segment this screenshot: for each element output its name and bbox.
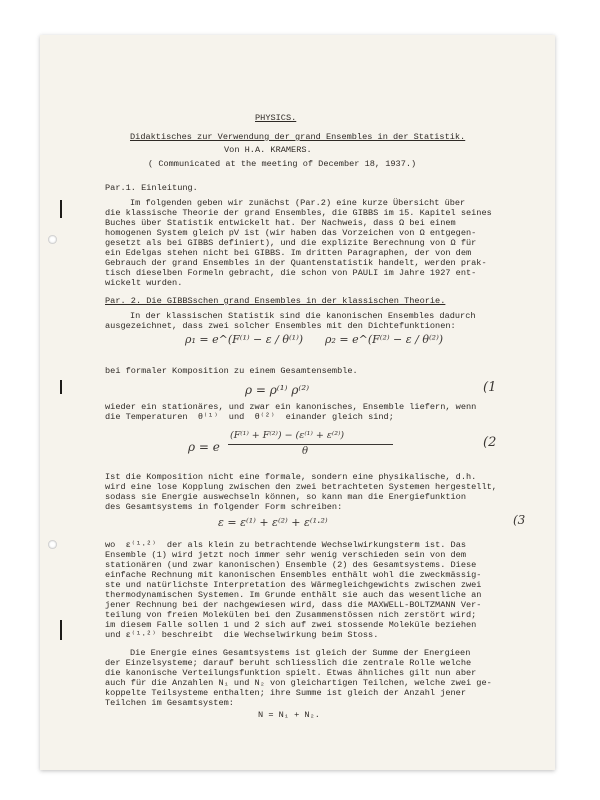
communicated-line: ( Communicated at the meeting of December 18, 1937.) (148, 159, 417, 169)
text-line: tisch dieselben Formeln gebracht, die schon von PAULI im Jahre 1927 ent- (105, 268, 477, 278)
fraction-bar (228, 444, 393, 445)
section-heading: Par.1. Einleitung. (105, 183, 198, 193)
equation-number-2: (2 (483, 435, 497, 450)
typed-document-page (40, 35, 555, 770)
equation-2-lhs: ρ = e (188, 440, 220, 454)
text-line: die klassische Theorie der grand Ensembles, die GIBBS im 15. Kapitel seines (105, 208, 492, 218)
text-line: sodass sie Energie auswechseln können, so kann man die Energiefunktion (105, 492, 466, 502)
text-line: Die Energie eines Gesamtsystems ist gleich der Summe der Energieen (130, 648, 471, 658)
punch-hole-bottom (48, 540, 57, 549)
doc-subtitle: Didaktisches zur Verwendung der grand Ensembles in der Statistik. (130, 132, 466, 142)
text-line: stationären (und zwar kanonischen) Ensemble (2) des Gesamtsystems. Diese (105, 560, 477, 570)
text-line: Buches über Statistik entwickelt hat. Der Nachweis, dass Ω bei einem (105, 218, 456, 228)
equation-3: ε = ε⁽¹⁾ + ε⁽²⁾ + ε⁽¹·²⁾ (218, 516, 328, 529)
text-line: koppelte Teilsysteme enthalten; ihre Summe ist gleich der Anzahl jener (105, 688, 466, 698)
text-line: jener Rechnung bei der nachgewiesen wird, dass die MAXWELL-BOLTZMANN Ver- (105, 600, 482, 610)
text-line: Ensemble (1) wird jetzt noch immer sehr wenig verschieden sein von dem (105, 550, 466, 560)
section-heading: Par. 2. Die GIBBSschen grand Ensembles in der klassischen Theorie. (105, 296, 446, 306)
doc-heading: PHYSICS. (255, 113, 297, 123)
text-line: wickelt wurden. (105, 278, 183, 288)
text-line: die kanonische Verteilungsfunktion spielt. Etwas ähnliches gilt nun aber (105, 668, 477, 678)
text-line: im diesem Falle sollen 1 und 2 sich auf zwei stossende Moleküle beziehen (105, 620, 477, 630)
text-line: auch für die Anzahlen N₁ und N₂ von gleichartigen Teilchen, welche zwei ge- (105, 678, 492, 688)
equation-rho2: ρ₂ = e^(F⁽²⁾ − ε / θ⁽²⁾) (325, 333, 444, 346)
text-line: Im folgenden geben wir zunächst (Par.2) eine kurze Übersicht über (130, 198, 466, 208)
text-line: thermodynamischen Systemen. Im Grunde enthält sie auch das wesentliche an (105, 590, 482, 600)
margin-mark (60, 620, 62, 640)
text-line: ausgezeichnet, dass zwei solcher Ensembles mit den Dichtefunktionen: (105, 321, 456, 331)
text-line: die Temperaturen θ⁽¹⁾ und θ⁽²⁾ einander gleich sind; (105, 412, 394, 422)
doc-author: Von H.A. KRAMERS. (224, 145, 312, 155)
text-line: gesetzt als bei GIBBS definiert), und die explizite Berechnung von Ω für (105, 238, 477, 248)
text-line: einfache Rechnung mit kanonischen Ensembles enthält wohl die zweckmässig- (105, 570, 482, 580)
margin-mark (60, 380, 62, 394)
text-line: ste und natürlichste Interpretation des Wärmegleichgewichts zwischen zwei (105, 580, 482, 590)
equation-2-numerator: (F⁽¹⁾ + F⁽²⁾) − (ε⁽¹⁾ + ε⁽²⁾) (230, 430, 345, 441)
final-equation: N = N₁ + N₂. (258, 710, 320, 720)
text-line: wird eine lose Kopplung zwischen den zwei betrachteten Systemen hergestellt, (105, 482, 497, 492)
margin-mark (60, 200, 62, 218)
text-line: homogenen System gleich pV ist (wir haben das Vorzeichen von Ω entgegen- (105, 228, 477, 238)
equation-rho1: ρ₁ = e^(F⁽¹⁾ − ε / θ⁽¹⁾) (185, 333, 304, 346)
text-line: Gebrauch der grand Ensembles in der Quantenstatistik handelt, werden prak- (105, 258, 487, 268)
equation-1: ρ = ρ⁽¹⁾ ρ⁽²⁾ (245, 383, 310, 397)
equation-2-denominator: θ (302, 446, 309, 457)
equation-number-1: (1 (483, 380, 497, 395)
text-line: teilung von freien Molekülen bei den Zusammenstössen nich zerstört wird; (105, 610, 477, 620)
text-line: wo ε⁽¹·²⁾ der als klein zu betrachtende Wechselwirkungsterm ist. Das (105, 540, 467, 550)
text-line: Teilchen im Gesamtsystem: (105, 698, 234, 708)
punch-hole-top (48, 235, 57, 244)
text-line: bei formaler Komposition zu einem Gesamtensemble. (105, 366, 358, 376)
text-line: wieder ein stationäres, und zwar ein kanonisches, Ensemble liefern, wenn (105, 402, 477, 412)
equation-number-3: (3 (513, 513, 526, 527)
text-line: und ε⁽¹·²⁾ beschreibt die Wechselwirkung beim Stoss. (105, 630, 379, 640)
text-line: des Gesamtsystems in folgender Form schreiben: (105, 502, 343, 512)
text-line: Ist die Komposition nicht eine formale, sondern eine physikalische, d.h. (105, 472, 477, 482)
text-line: ein Edelgas stehen nicht bei GIBBS. Im dritten Paragraphen, der von dem (105, 248, 472, 258)
text-line: der Einzelsysteme; darauf beruht schliesslich die zentrale Rolle welche (105, 658, 472, 668)
text-line: In der klassischen Statistik sind die kanonischen Ensembles dadurch (130, 311, 476, 321)
